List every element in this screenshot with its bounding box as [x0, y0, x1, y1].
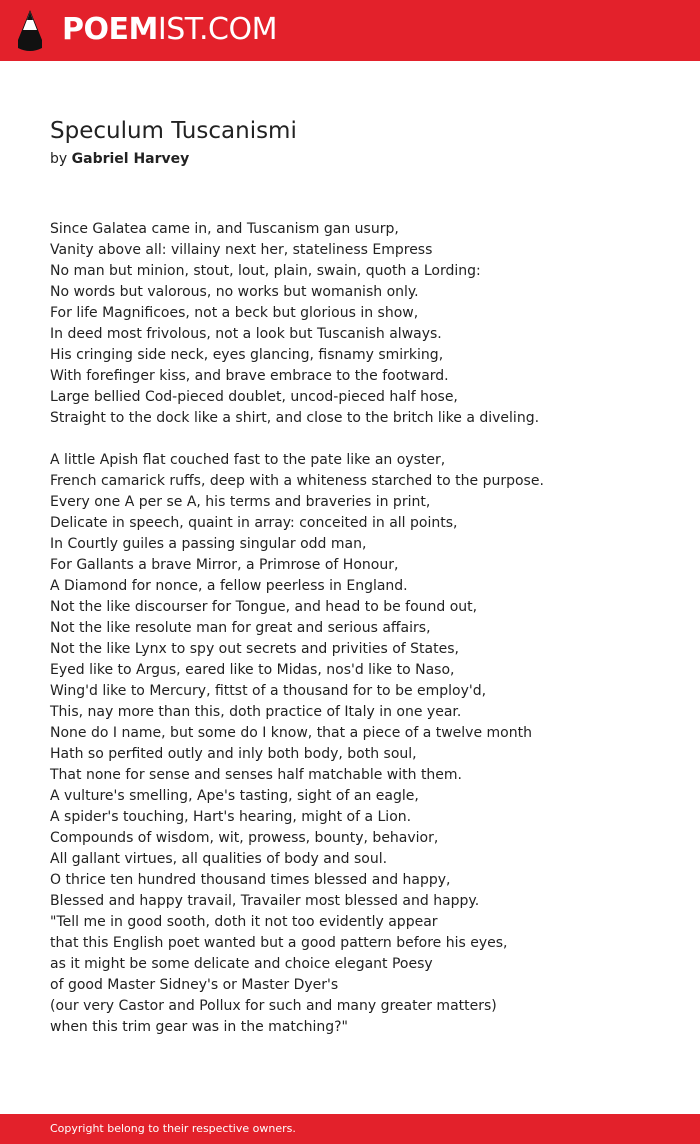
byline	[50, 149, 189, 169]
poem-line: None do I name, but some do I know, that a piece of a twelve month	[50, 725, 532, 741]
site-logo[interactable]	[62, 12, 277, 48]
poem-line: as it might be some delicate and choice elegant Poesy	[50, 956, 433, 972]
poem-line: For life Magnificoes, not a beck but glorious in show,	[50, 305, 419, 321]
poem-stanza	[50, 450, 680, 1038]
poem-title: Speculum Tuscanismi	[50, 118, 297, 144]
poem-line: Straight to the dock like a shirt, and close to the britch like a diveling.	[50, 410, 540, 426]
poem-line: With forefinger kiss, and brave embrace to the footward.	[50, 368, 449, 384]
poem-line: No words but valorous, no works but womanish only.	[50, 284, 419, 300]
poem-line: In deed most frivolous, not a look but Tuscanish always.	[50, 326, 442, 342]
poem-line: of good Master Sidney's or Master Dyer's	[50, 977, 339, 993]
site-header	[0, 0, 700, 61]
poem-line: Large bellied Cod-pieced doublet, uncod-pieced half hose,	[50, 389, 458, 405]
poem-line: Wing'd like to Mercury, fittst of a thousand for to be employ'd,	[50, 683, 487, 699]
poem-line: Not the like Lynx to spy out secrets and privities of States,	[50, 641, 459, 657]
site-footer	[0, 1114, 700, 1144]
poem-line: that this English poet wanted but a good pattern before his eyes,	[50, 935, 508, 951]
poem-line: A Diamond for nonce, a fellow peerless in England.	[50, 578, 408, 594]
poem-body	[50, 219, 680, 1059]
copyright-text: Copyright belong to their respective owners.	[50, 1122, 296, 1135]
poem-line: when this trim gear was in the matching?"	[50, 1019, 348, 1035]
poem-line: In Courtly guiles a passing singular odd man,	[50, 536, 367, 552]
poem-line: A vulture's smelling, Ape's tasting, sight of an eagle,	[50, 788, 419, 804]
by-label: by	[50, 151, 68, 167]
poem-line: "Tell me in good sooth, doth it not too evidently appear	[50, 914, 438, 930]
logo-light-text: IST.COM	[157, 12, 277, 47]
poem-line: For Gallants a brave Mirror, a Primrose of Honour,	[50, 557, 399, 573]
poem-line: French camarick ruffs, deep with a whiteness starched to the purpose.	[50, 473, 544, 489]
poem-line: Not the like discourser for Tongue, and head to be found out,	[50, 599, 478, 615]
poem-line: Delicate in speech, quaint in array: conceited in all points,	[50, 515, 458, 531]
poem-line: Vanity above all: villainy next her, stateliness Empress	[50, 242, 433, 258]
pencil-tip-icon[interactable]	[17, 10, 43, 52]
poem-line: This, nay more than this, doth practice of Italy in one year.	[50, 704, 462, 720]
poem-line: Since Galatea came in, and Tuscanism gan usurp,	[50, 221, 399, 237]
poem-line: Eyed like to Argus, eared like to Midas, nos'd like to Naso,	[50, 662, 455, 678]
poem-line: His cringing side neck, eyes glancing, fisnamy smirking,	[50, 347, 444, 363]
poem-line: Blessed and happy travail, Travailer most blessed and happy.	[50, 893, 480, 909]
poem-line: Hath so perfited outly and inly both body, both soul,	[50, 746, 417, 762]
poem-line: Not the like resolute man for great and serious affairs,	[50, 620, 431, 636]
poem-line: No man but minion, stout, lout, plain, swain, quoth a Lording:	[50, 263, 481, 279]
poem-line: (our very Castor and Pollux for such and many greater matters)	[50, 998, 497, 1014]
author-name: Gabriel Harvey	[71, 151, 190, 167]
poem-line: Compounds of wisdom, wit, prowess, bounty, behavior,	[50, 830, 439, 846]
poem-line: All gallant virtues, all qualities of body and soul.	[50, 851, 388, 867]
poem-line: That none for sense and senses half matchable with them.	[50, 767, 463, 783]
poem-line: O thrice ten hundred thousand times blessed and happy,	[50, 872, 451, 888]
poem-line: A little Apish flat couched fast to the pate like an oyster,	[50, 452, 446, 468]
poem-line: A spider's touching, Hart's hearing, might of a Lion.	[50, 809, 412, 825]
poem-stanza	[50, 219, 680, 429]
poem-line: Every one A per se A, his terms and braveries in print,	[50, 494, 431, 510]
logo-bold-text: POEM	[62, 12, 158, 47]
